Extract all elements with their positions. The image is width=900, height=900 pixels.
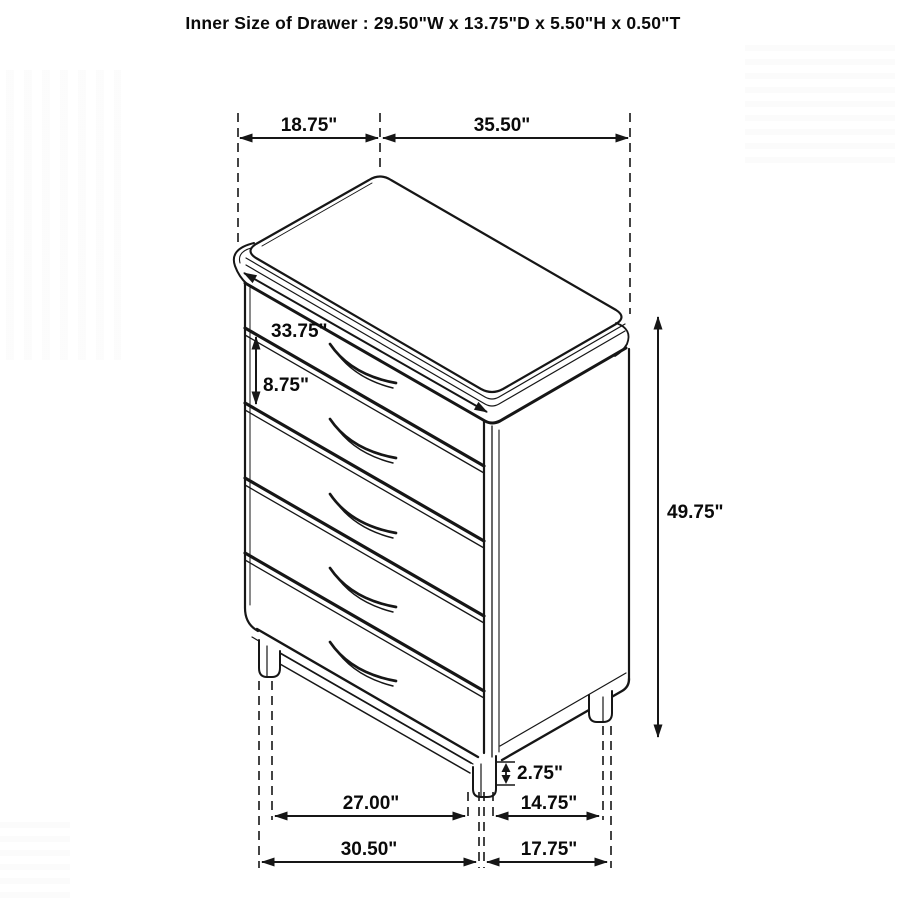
arrowhead [502, 775, 511, 784]
drawer-handle-inner [334, 499, 393, 538]
dim-top-width [383, 115, 628, 138]
dim-base-side-depth [496, 793, 599, 816]
dim-drawer-height [256, 337, 309, 404]
drawer-handle [330, 494, 396, 533]
dimension-label: 8.75" [263, 375, 309, 396]
dimension-label: 27.00" [342, 793, 400, 814]
left-leg [259, 640, 280, 677]
dim-overall-height [658, 317, 724, 737]
chest-front-bottom-edge [257, 629, 478, 757]
chest-top-face [251, 177, 622, 393]
dimension-label: 17.75" [520, 839, 578, 860]
drawer-divider [245, 478, 484, 616]
drawer-handle-inner [334, 349, 393, 388]
dimension-label: 30.50" [340, 839, 398, 860]
drawer-handle-inner [334, 573, 393, 612]
right-leg [589, 691, 612, 722]
arrowhead [502, 763, 511, 772]
drawer-handle-inner [334, 424, 393, 463]
dimension-label: 33.75" [271, 321, 328, 342]
dim-top-depth [240, 115, 378, 138]
drawer-divider-inner [245, 560, 484, 698]
drawer-divider-inner [245, 485, 484, 623]
drawer-handle [330, 419, 396, 458]
dim-bottom-front-width [262, 839, 476, 862]
dimension-label: 35.50" [473, 115, 531, 136]
drawer-handle-inner [334, 647, 393, 686]
chest-drawing [234, 177, 629, 798]
dimension-label: 2.75" [517, 763, 563, 784]
dimension-label: 49.75" [667, 502, 724, 523]
front-leg [473, 756, 496, 797]
dimension-label: 18.75" [280, 115, 338, 136]
dim-bottom-side-depth [487, 839, 607, 862]
dim-leg-height [497, 762, 563, 785]
chest-top-left-corner-inner [239, 248, 251, 263]
dim-base-front-width [275, 793, 465, 816]
drawer-handle [330, 568, 396, 607]
dimension-label: 14.75" [520, 793, 578, 814]
drawer-divider [245, 403, 484, 541]
drawer-handle [330, 642, 396, 681]
page-title: Inner Size of Drawer : 29.50"W x 13.75"D x 5.50"H x 0.50"T [185, 13, 681, 33]
base-rail-top [280, 653, 471, 763]
